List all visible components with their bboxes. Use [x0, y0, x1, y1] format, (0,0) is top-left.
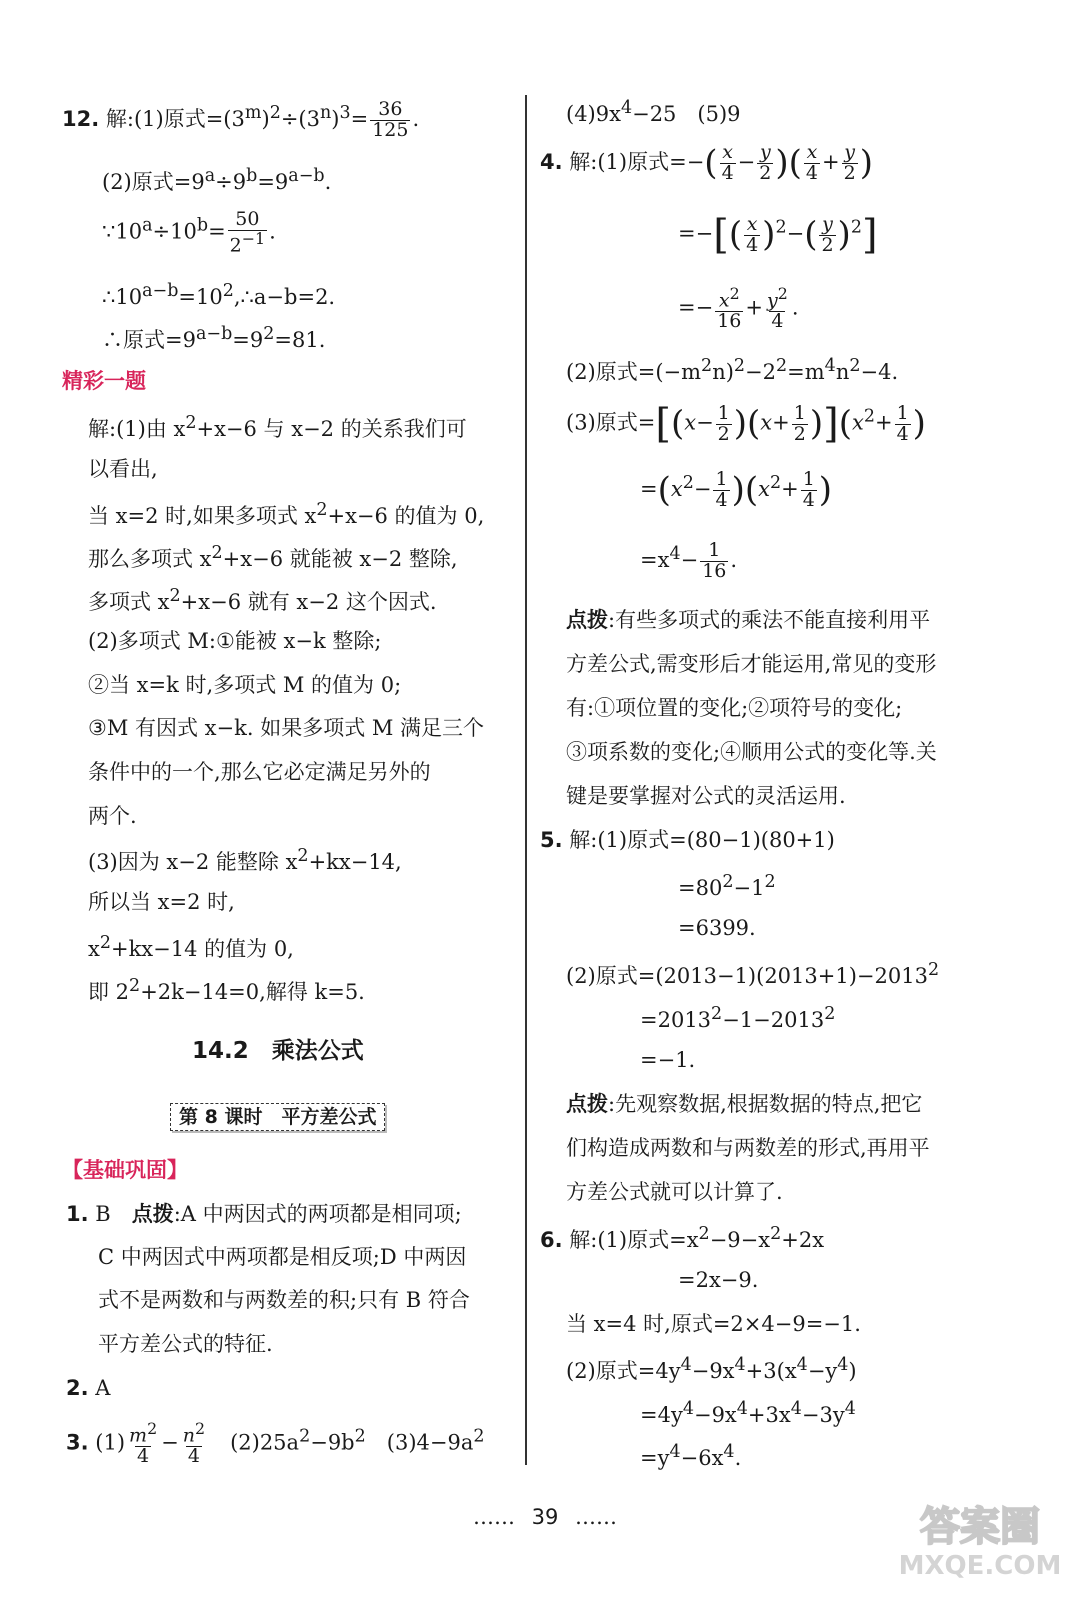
q1-line4: 平方差公式的特征. — [98, 1332, 273, 1356]
jingcai-heading: 精彩一题 — [62, 369, 146, 393]
section-title: 14.2 乘法公式 — [192, 1038, 364, 1064]
watermark-text-main: 答案圈 — [920, 1504, 1040, 1550]
lesson-title: 第 8 课时 平方差公式 — [170, 1103, 385, 1131]
tip2-line2: 们构造成两数和与两数差的形式,再用平 — [566, 1136, 930, 1160]
watermark-logo — [890, 1492, 1070, 1582]
q5-line5: $=2013^2-1-2013^2$ — [640, 1004, 836, 1032]
q6-line6: $=y^4-6x^4$. — [640, 1442, 742, 1470]
jingcai-line1: 解:(1)由 $x^2+x-6$ 与 x−2 的关系我们可 — [88, 413, 467, 441]
q4-line2: =−[( $\frac{x}{4}$ )$^2$−( $\frac{y}{2}$ )$^2$] — [678, 212, 878, 258]
fraction: $\frac{36}{125}$ — [372, 98, 409, 141]
q3-continued: $(4)9x^4-25$ (5)9 — [566, 98, 741, 126]
tip1-line4: ③项系数的变化;④顺用公式的变化等.关 — [566, 740, 937, 764]
jingcai-line12: 所以当 x=2 时, — [88, 890, 235, 914]
tip1-line3: 有:①项位置的变化;②项符号的变化; — [566, 696, 903, 720]
tip2-line3: 方差公式就可以计算了. — [566, 1180, 783, 1204]
jingcai-line5: 多项式 $x^2+x-6$ 就有 x−2 这个因式. — [88, 586, 437, 614]
q5-line4: (2)原式$=(2013-1)(2013+1)-2013^2$ — [566, 960, 940, 988]
jingcai-line14: 即 $2^2+2k-14=0$,解得 k=5. — [88, 976, 365, 1004]
q12-line3: $\because 10^a\div 10^b=$ $\frac{50}{2^{-1}}$ . — [102, 208, 276, 257]
jingcai-line2: 以看出, — [88, 457, 158, 481]
q4-line5: (3)原式=[(x− $\frac{1}{2}$ )(x+ $\frac{1}{2}$ )]($x^2+$ $\frac{1}{4}$ ) — [566, 401, 926, 447]
footer-dots-right: …… — [575, 1505, 618, 1529]
q2-line: 2. A — [66, 1376, 111, 1400]
q5-line3: =6399. — [678, 916, 756, 940]
q4-line3: =− $\frac{x^2}{16}$ + $\frac{y^2}{4}$ . — [678, 284, 799, 333]
jingcai-line6: (2)多项式 M:①能被 x−k 整除; — [88, 629, 382, 653]
q6-line4: (2)原式$=4y^4-9x^4+3(x^4-y^4)$ — [566, 1355, 857, 1383]
q4-line1: 4. 解:(1)原式=−( $\frac{x}{4}$ − $\frac{y}{2}$ )( $\frac{x}{4}$ + $\frac{y}{2}$ ) — [540, 141, 873, 184]
q12-line5: ∴原式$=9^{a-b}=9^2=81$. — [102, 324, 326, 352]
fraction: $\frac{n^2}{4}$ — [182, 1419, 206, 1468]
page-number: 39 — [531, 1505, 559, 1529]
jingcai-line8: ③M 有因式 x−k. 如果多项式 M 满足三个 — [88, 716, 485, 740]
q6-line3: 当 x=4 时,原式=2×4−9=−1. — [566, 1312, 861, 1336]
tip1-line2: 方差公式,需变形后才能运用,常见的变形 — [566, 652, 937, 676]
q1-line1: 1. B 点拨:A 中两因式的两项都是相同项; — [66, 1202, 462, 1226]
q4-line6: $=(x^2-$ $\frac{1}{4}$ )($x^2+$ $\frac{1}{4}$ ) — [640, 468, 833, 511]
jingcai-line3: 当 x=2 时,如果多项式 $x^2+x-6$ 的值为 0, — [88, 500, 485, 528]
column-divider — [525, 95, 527, 1465]
jingcai-line10: 两个. — [88, 804, 137, 828]
jingcai-line7: ②当 x=k 时,多项式 M 的值为 0; — [88, 673, 402, 697]
q5-line1: 5. 解:(1)原式=(80−1)(80+1) — [540, 828, 835, 852]
q5-line2: $=80^2-1^2$ — [678, 872, 776, 900]
q5-line6: =−1. — [640, 1048, 696, 1072]
q3-line: 3. (1) $\frac{m^2}{4}$ − $\frac{n^2}{4}$ $(2)25a^2-9b^2$ $(3)4-9a^2$ — [66, 1419, 485, 1468]
fraction: $\frac{50}{2^{-1}}$ — [229, 208, 266, 257]
q12-line2: (2)原式$=9^a\div 9^b=9^{a-b}$. — [102, 166, 332, 194]
q12-line1: 12. 解:(1)原式$=(3^m)^2\div(3^n)^3=$ $\frac{36}{125}$ . — [62, 98, 420, 141]
jingcai-line11: (3)因为 x−2 能整除 $x^2+kx-14$, — [88, 846, 402, 874]
q6-line1: 6. 解:(1)原式$=x^2-9-x^2+2x$ — [540, 1224, 825, 1252]
jichu-heading: 【基础巩固】 — [62, 1158, 188, 1182]
jingcai-line4: 那么多项式 $x^2+x-6$ 就能被 x−2 整除, — [88, 543, 458, 571]
q6-line5: $=4y^4-9x^4+3x^4-3y^4$ — [640, 1399, 856, 1427]
q1-line3: 式不是两数和与两数差的积;只有 B 符合 — [98, 1288, 470, 1312]
q12-line4: $\therefore 10^{a-b}=10^2,\therefore a-b=2$. — [102, 281, 336, 309]
q6-line2: =2x−9. — [678, 1268, 759, 1292]
tip1-line5: 键是要掌握对公式的灵活运用. — [566, 784, 846, 808]
q1-line2: C 中两因式中两项都是相反项;D 中两因 — [98, 1245, 467, 1269]
footer-dots-left: …… — [472, 1505, 515, 1529]
q4-line7: $=x^4-$ $\frac{1}{16}$ . — [640, 539, 738, 582]
tip1-line1: 点拨:有些多项式的乘法不能直接利用平 — [566, 608, 931, 632]
lesson-title-box — [170, 1104, 385, 1129]
jingcai-line9: 条件中的一个,那么它必定满足另外的 — [88, 760, 431, 784]
jingcai-line13: $x^2+kx-14$ 的值为 0, — [88, 933, 294, 961]
watermark-text-url: MXQE.COM — [898, 1551, 1062, 1581]
tip2-line1: 点拨:先观察数据,根据数据的特点,把它 — [566, 1092, 923, 1116]
q4-line4: (2)原式$=(-m^2n)^2-2^2=m^4n^2-4$. — [566, 356, 899, 384]
fraction: $\frac{m^2}{4}$ — [129, 1419, 158, 1468]
